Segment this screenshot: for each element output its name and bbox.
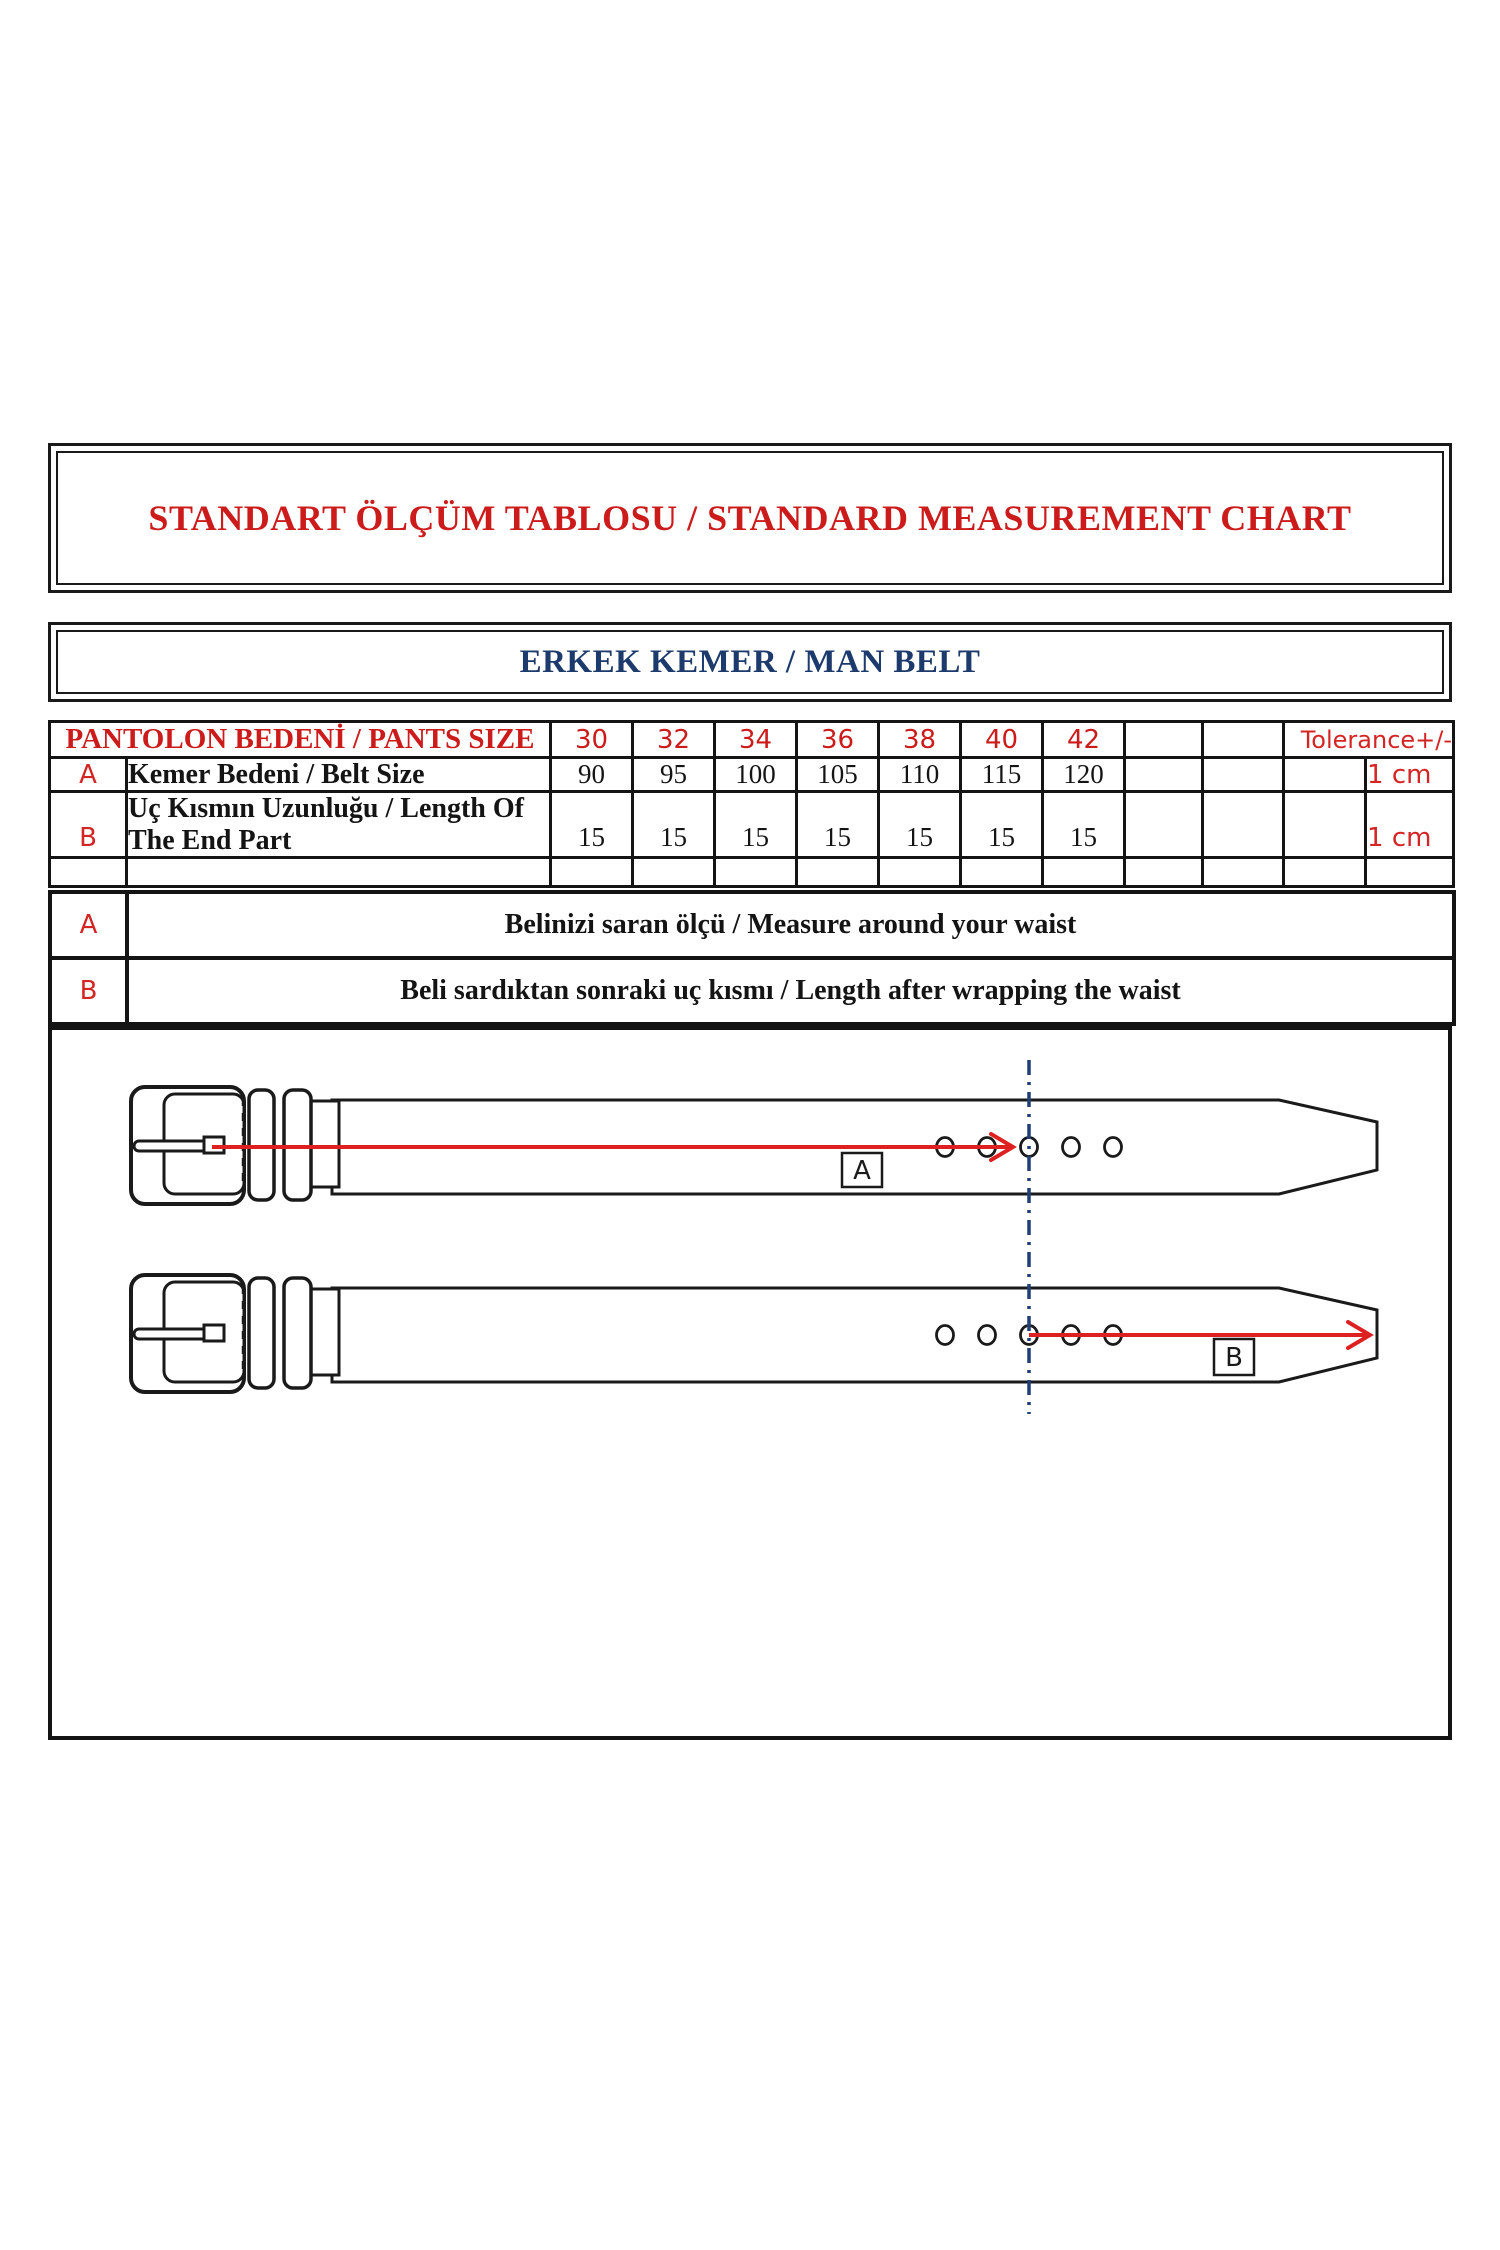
belt-hole (1105, 1138, 1122, 1157)
belt-top-drawing (131, 1087, 1377, 1204)
product-subtitle: ERKEK KEMER / MAN BELT (519, 643, 981, 680)
legend-key-a: A (50, 892, 127, 958)
end-part-row (50, 792, 1454, 858)
empty-header-cell (1203, 722, 1284, 758)
end-part-value: 15 (1043, 792, 1125, 858)
empty-cell (1125, 792, 1203, 858)
size-table (48, 720, 1455, 888)
tolerance-value-a: 1 cm (1366, 758, 1454, 792)
table-header-row (50, 722, 1454, 758)
size-col-header: 38 (879, 722, 961, 758)
belt-keeper-loop (284, 1278, 311, 1388)
belt-diagram (52, 1030, 1448, 1736)
empty-cell (1125, 758, 1203, 792)
measurement-chart-sheet (48, 443, 1452, 1740)
chart-title: STANDART ÖLÇÜM TABLOSU / STANDARD MEASUREMENT CHART (148, 498, 1352, 538)
belt-size-value: 100 (715, 758, 797, 792)
label-b: B (1225, 1343, 1243, 1374)
size-col-header: 42 (1043, 722, 1125, 758)
tolerance-header: Tolerance+/- (1284, 722, 1454, 758)
empty-cell (1284, 792, 1366, 858)
end-part-value: 15 (797, 792, 879, 858)
belt-size-value: 90 (551, 758, 633, 792)
row-key-a: A (50, 758, 127, 792)
title-banner (48, 443, 1452, 593)
belt-bottom-drawing (131, 1275, 1377, 1392)
empty-cell (1284, 758, 1366, 792)
end-part-value: 15 (715, 792, 797, 858)
belt-end-fold (311, 1101, 339, 1187)
size-col-header: 36 (797, 722, 879, 758)
legend-text-b: Beli sardıktan sonraki uç kısmı / Length after wrapping the waist (127, 958, 1454, 1024)
label-a: A (853, 1156, 871, 1187)
belt-hole (937, 1326, 954, 1345)
size-col-header: 30 (551, 722, 633, 758)
buckle-prong (134, 1329, 212, 1339)
legend-row-b (50, 958, 1454, 1024)
belt-end-fold (311, 1289, 339, 1375)
buckle-prong-tip (204, 1325, 224, 1341)
size-col-header: 34 (715, 722, 797, 758)
subtitle-banner-inner (56, 630, 1444, 694)
belt-hole (1063, 1138, 1080, 1157)
belt-size-label: Kemer Bedeni / Belt Size (127, 758, 551, 792)
legend-row-a (50, 892, 1454, 958)
belt-size-value: 120 (1043, 758, 1125, 792)
subtitle-banner (48, 622, 1452, 702)
empty-cell (1203, 758, 1284, 792)
belt-diagram-box (48, 1026, 1452, 1740)
belt-size-value: 95 (633, 758, 715, 792)
legend-table (48, 890, 1456, 1026)
belt-size-value: 110 (879, 758, 961, 792)
belt-size-value: 105 (797, 758, 879, 792)
empty-row (50, 858, 1454, 887)
empty-header-cell (1125, 722, 1203, 758)
tolerance-value-b: 1 cm (1366, 792, 1454, 858)
end-part-value: 15 (879, 792, 961, 858)
belt-hole (979, 1326, 996, 1345)
end-part-value: 15 (961, 792, 1043, 858)
legend-text-a: Belinizi saran ölçü / Measure around your waist (127, 892, 1454, 958)
size-col-header: 32 (633, 722, 715, 758)
belt-size-value: 115 (961, 758, 1043, 792)
row-key-b: B (50, 792, 127, 858)
title-banner-inner (56, 451, 1444, 585)
end-part-label: Uç Kısmın Uzunluğu / Length Of The End Part (127, 792, 551, 858)
belt-keeper-loop (249, 1278, 274, 1388)
empty-cell (1203, 792, 1284, 858)
end-part-value: 15 (633, 792, 715, 858)
legend-key-b: B (50, 958, 127, 1024)
end-part-value: 15 (551, 792, 633, 858)
pants-size-header: PANTOLON BEDENİ / PANTS SIZE (50, 722, 551, 758)
size-col-header: 40 (961, 722, 1043, 758)
buckle-prong (134, 1141, 212, 1151)
belt-size-row (50, 758, 1454, 792)
